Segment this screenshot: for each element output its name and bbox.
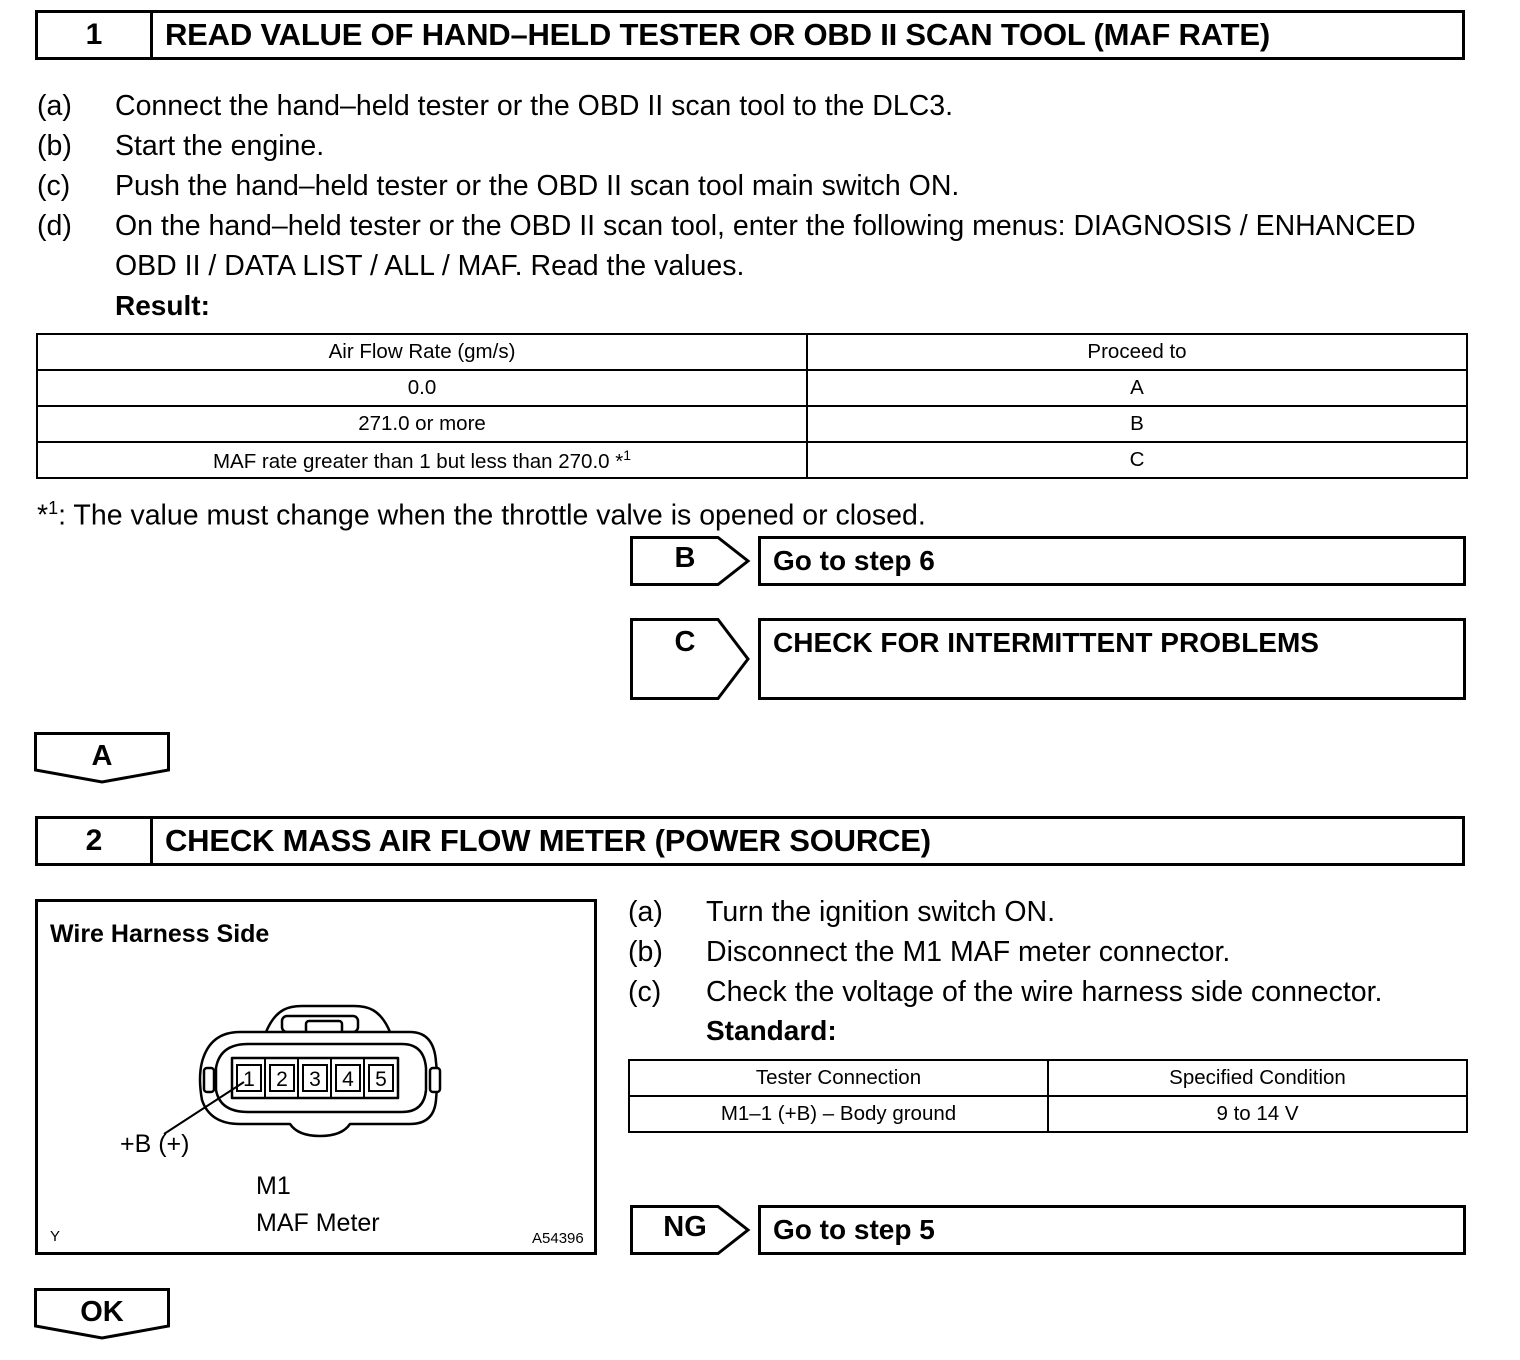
continue-ok-label: OK xyxy=(80,1296,124,1328)
result-ng-action: Go to step 5 xyxy=(758,1205,1466,1255)
table-cell: 0.0 xyxy=(37,370,807,406)
table-cell: M1–1 (+B) – Body ground xyxy=(629,1096,1048,1132)
table-header-cell: Specified Condition xyxy=(1048,1060,1467,1096)
footnote xyxy=(37,488,926,536)
result-c-label: C xyxy=(674,626,696,658)
table-cell: A xyxy=(807,370,1467,406)
footnote-mark: * xyxy=(37,499,49,532)
table-row xyxy=(37,442,1467,478)
pin-5-label: 5 xyxy=(375,1068,387,1091)
result-c-action: CHECK FOR INTERMITTENT PROBLEMS xyxy=(758,618,1466,700)
table-cell: MAF rate greater than 1 but less than 270.0 *$^1$ xyxy=(37,442,807,478)
table-cell: 271.0 or more xyxy=(37,406,807,442)
continue-a-label: A xyxy=(91,740,113,772)
step1-number: 1 xyxy=(38,13,153,57)
table-row xyxy=(629,1096,1467,1132)
pin-4-label: 4 xyxy=(342,1068,354,1091)
footnote-ref: 1 xyxy=(623,446,632,463)
table-header-row xyxy=(629,1060,1467,1096)
step2-header xyxy=(35,816,1465,866)
standard-label: Standard: xyxy=(706,1015,837,1046)
step1-header xyxy=(35,10,1465,60)
table-cell: C xyxy=(807,442,1467,478)
step1-title: READ VALUE OF HAND–HELD TESTER OR OBD II SCAN TOOL (MAF RATE) xyxy=(165,17,1270,52)
table-header-row xyxy=(37,334,1467,370)
diagram-title: Wire Harness Side xyxy=(50,920,270,948)
result-label: Result: xyxy=(115,290,210,321)
table-cell: 9 to 14 V xyxy=(1048,1096,1467,1132)
voltage-spec-table xyxy=(628,1059,1468,1133)
table-row xyxy=(37,406,1467,442)
connector-id: M1 xyxy=(256,1172,291,1200)
step2-title: CHECK MASS AIR FLOW METER (POWER SOURCE) xyxy=(165,823,931,858)
step2-number: 2 xyxy=(38,819,153,863)
result-b-action: Go to step 6 xyxy=(758,536,1466,586)
footnote-text: : The value must change when the throttle valve is opened or closed. xyxy=(58,499,926,532)
table-header-cell: Air Flow Rate (gm/s) xyxy=(37,334,807,370)
connector-diagram xyxy=(35,899,597,1255)
footnote-number: 1 xyxy=(48,498,59,518)
terminal-label: +B (+) xyxy=(120,1130,190,1158)
pin-2-label: 2 xyxy=(276,1068,288,1091)
pin-1-label: 1 xyxy=(243,1068,255,1091)
connector-name: MAF Meter xyxy=(256,1209,380,1237)
result-ng-label: NG xyxy=(663,1211,707,1243)
table-row xyxy=(37,370,1467,406)
result-b-label: B xyxy=(674,542,696,574)
table-header-cell: Tester Connection xyxy=(629,1060,1048,1096)
table-cell: B xyxy=(807,406,1467,442)
figure-code: A54396 xyxy=(532,1230,584,1247)
pin-3-label: 3 xyxy=(309,1068,321,1091)
corner-mark: Y xyxy=(50,1228,61,1245)
table-header-cell: Proceed to xyxy=(807,334,1467,370)
maf-result-table xyxy=(36,333,1468,479)
